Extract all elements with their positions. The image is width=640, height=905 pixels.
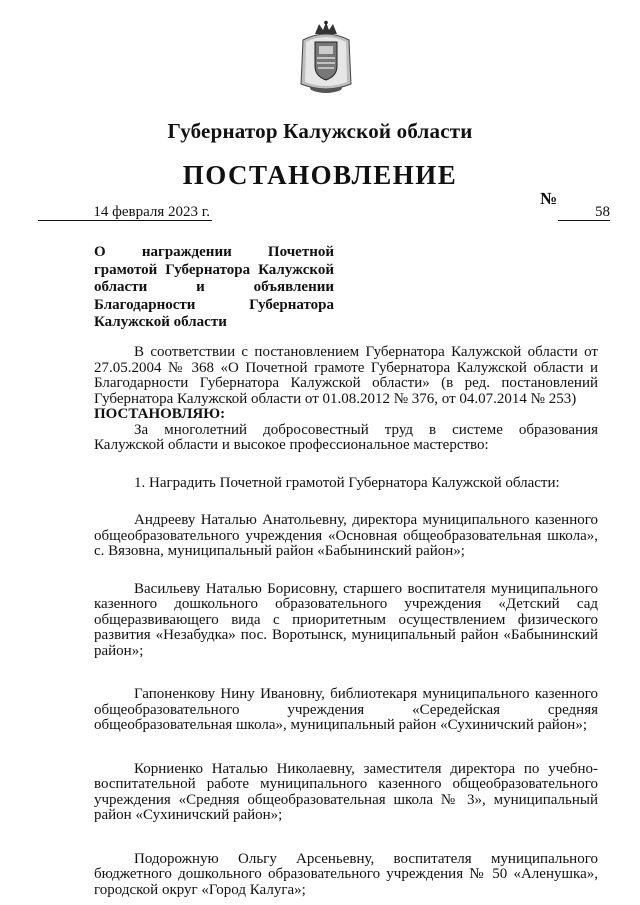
awardee-paragraph: Гапоненкову Нину Ивановну, библиотекаря муниципального казенного общеобразовательного учреждения «Середейская средняя общеобразовательная школа», муниципальный район «Сухиничский район»; [94,686,598,733]
kaluga-coat-of-arms-icon [297,20,355,96]
awardee-paragraph: Васильеву Наталью Борисовну, старшего воспитателя муниципального казенного дошкольного образовательного учреждения «Детский сад общеразвивающего вида с приоритетным осуществлением физического развития «Незабудка» пос. Воротынск, муниципальный район «Бабынинский район»; [94,580,598,659]
document-subject: О награждении Почетной грамотой Губернатора Калужской области и объявлении Благодарности Губернатора Калужской области [94,244,334,330]
awardee-paragraph: Андрееву Наталью Анатольевну, директора муниципального казенного общеобразовательного учреждения «Основная общеобразовательная школа», с. Вязовна, муниципальный район «Бабынинский район»; [94,512,598,559]
document-type-heading: ПОСТАНОВЛЕНИЕ [182,160,458,190]
document-date: 14 февраля 2023 г. [38,204,212,221]
awardee-paragraph: Подорожную Ольгу Арсеньевну, воспитателя муниципального бюджетного дошкольного образовательного учреждения № 50 «Аленушка», городской округ «Город Калуга»; [94,850,598,898]
document-number: 58 [558,204,610,221]
document-body [94,345,598,898]
awardee-paragraph: Корниенко Наталью Николаевну, заместителя директора по учебно-воспитательной работе муниципального казенного общеобразовательного учреждения «Средняя общеобразовательная школа № 3», муниципальный район «Сухиничский район»; [94,760,598,823]
authority-title: Губернатор Калужской области [167,119,473,143]
resolve-heading: ПОСТАНОВЛЯЮ: [94,406,226,422]
preamble-paragraph: В соответствии с постановлением Губернатора Калужской области от 27.05.2004 № 368 «О Почетной грамоте Губернатора Калужской области и Благодарности Губернатора Калужской области» (в ред. постановлений Губернатора Калужской области от 01.08.2012 № 376, от 04.07.2014 № 253) [94,344,598,407]
number-sign: № [540,189,558,208]
item-1-heading: 1. Наградить Почетной грамотой Губернатора Калужской области: [134,474,560,491]
reason-paragraph: За многолетний добросовестный труд в системе образования Калужской области и высокое профессиональное мастерство: [94,421,598,453]
